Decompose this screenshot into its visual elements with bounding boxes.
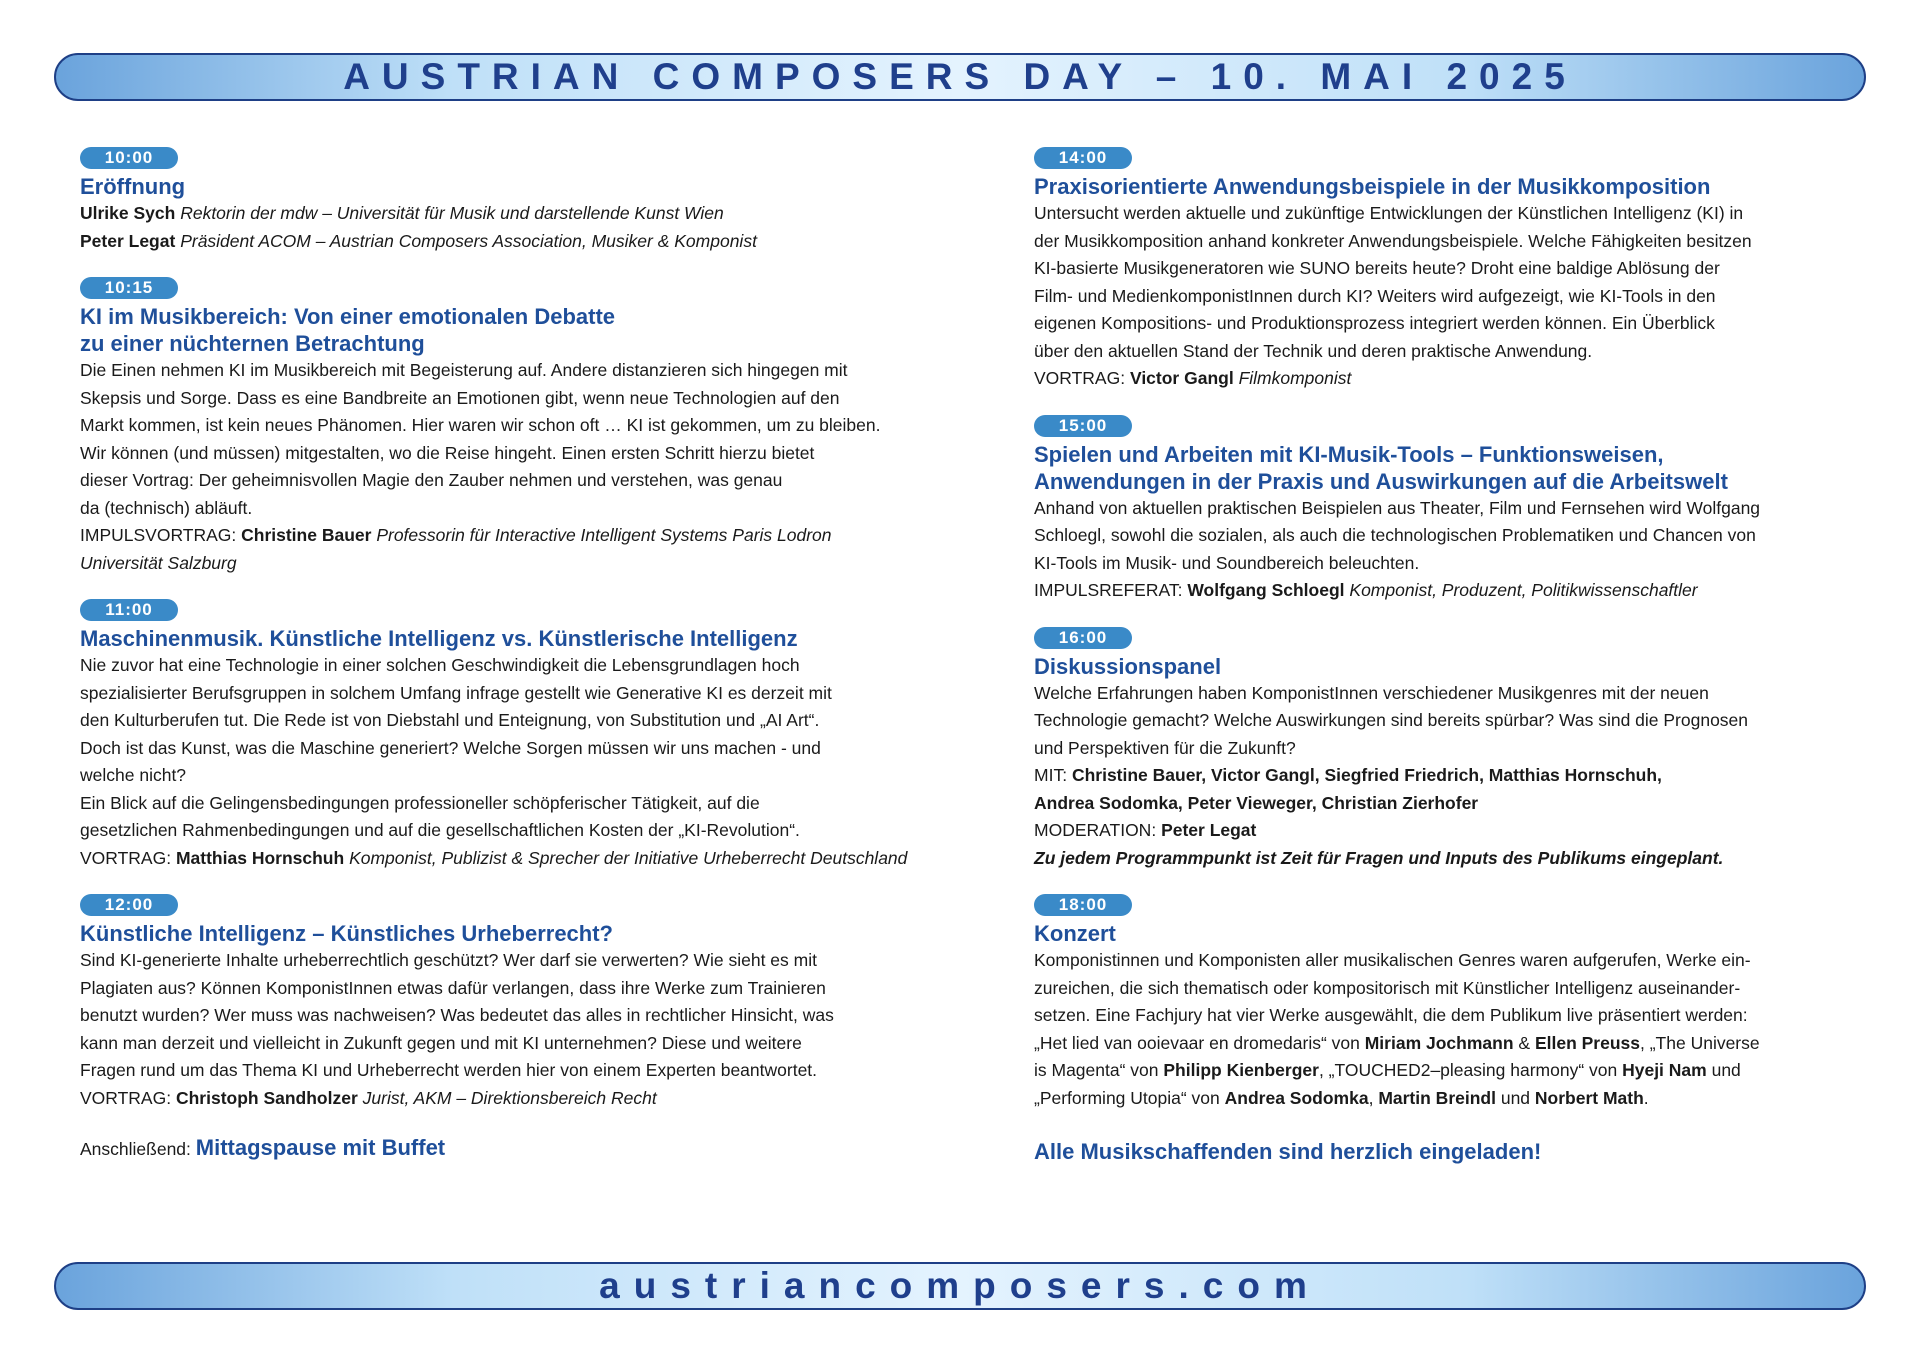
session-title-line: Künstliche Intelligenz – Künstliches Urheberrecht?: [80, 921, 613, 946]
panel-names: Andrea Sodomka, Peter Vieweger, Christian Zierhofer: [1034, 792, 1479, 813]
speaker-role: Jurist, AKM – Direktionsbereich Recht: [362, 1087, 657, 1108]
speaker-role: Komponist, Publizist & Sprecher der Initiative Urheberrecht Deutschland: [349, 847, 908, 868]
composer-name: Hyeji Nam: [1622, 1060, 1707, 1080]
description-line: Plagiaten aus? Können KomponistInnen etwas dafür verlangen, dass ihre Werke zum Trainieren: [80, 977, 826, 998]
description-line: Die Einen nehmen KI im Musikbereich mit Begeisterung auf. Andere distanzieren sich hingegen mit: [80, 360, 848, 380]
composer-name: Ellen Preuss: [1534, 1032, 1640, 1053]
speaker-format-label: IMPULSVORTRAG:: [80, 525, 237, 545]
description-line: Untersucht werden aktuelle und zukünftige Entwicklungen der Künstlichen Intelligenz (KI) in: [1034, 203, 1744, 223]
concert-works-line: [1034, 1030, 1894, 1058]
description-line: den Kulturberufen tut. Die Rede ist von Diebstahl und Enteignung, von Substitution und „AI Art“.: [80, 710, 820, 730]
program-session: [80, 599, 940, 872]
speaker-name: Christoph Sandholzer: [175, 1087, 358, 1108]
description-line: Anhand von aktuellen praktischen Beispielen aus Theater, Film und Fernsehen wird Wolfgang: [1034, 497, 1761, 518]
speaker-role: Professorin für Interactive Intelligent Systems Paris Lodron: [376, 525, 832, 545]
panel-label: MIT:: [1034, 765, 1068, 785]
session-title: [1034, 653, 1894, 680]
description-line: kann man derzeit und vielleicht in Zukunft gegen und mit KI unternehmen? Diese und weitere: [80, 1032, 802, 1053]
work-text: .: [1643, 1087, 1649, 1108]
speaker-format-label: VORTRAG:: [80, 847, 172, 868]
footer-banner: [54, 1262, 1866, 1310]
session-title: [80, 625, 940, 652]
session-description: [1034, 495, 1894, 578]
speaker-name: Peter Legat: [80, 230, 176, 251]
work-text: und: [1706, 1060, 1741, 1080]
work-text: „Performing Utopia“ von: [1034, 1087, 1225, 1108]
program-session: [1034, 147, 1894, 393]
lunch-text: Mittagspause mit Buffet: [195, 1135, 446, 1160]
moderation-label: MODERATION:: [1034, 820, 1157, 840]
description-line: da (technisch) abläuft.: [80, 497, 253, 518]
panel-participants: [1034, 762, 1894, 790]
speaker-role-continued: [80, 550, 940, 578]
description-line: spezialisierter Berufsgruppen in solchem Umfang infrage gestellt wie Generative KI es derzeit mit: [80, 682, 832, 703]
description-line: Schloegl, sowohl die sozialen, als auch die technologischen Problematiken und Chancen von: [1034, 525, 1756, 545]
page-title: AUSTRIAN COMPOSERS DAY – 10. MAI 2025: [343, 56, 1577, 97]
time-badge: 14:00: [1034, 147, 1132, 169]
panel-moderation: [1034, 817, 1894, 845]
session-title-line: Maschinenmusik. Künstliche Intelligenz vs. Künstlerische Intelligenz: [80, 626, 798, 651]
right-column: [1034, 147, 1894, 1165]
speaker-role: Rektorin der mdw – Universität für Musik und darstellende Kunst Wien: [180, 203, 724, 223]
speaker-name: Wolfgang Schloegl: [1187, 580, 1345, 600]
work-text: , „TOUCHED2–pleasing harmony“ von: [1318, 1060, 1623, 1080]
time-badge: 16:00: [1034, 627, 1132, 649]
invitation: Alle Musikschaffenden sind herzlich eingeladen!: [1034, 1139, 1542, 1164]
session-title: [1034, 920, 1894, 947]
panel-names: Christine Bauer, Victor Gangl, Siegfried Friedrich, Matthias Hornschuh,: [1071, 765, 1662, 785]
work-text: „Het lied van ooievaar en dromedaris“ von: [1034, 1032, 1365, 1053]
description-line: und Perspektiven für die Zukunft?: [1034, 737, 1296, 758]
time-badge: 18:00: [1034, 894, 1132, 916]
composer-name: Andrea Sodomka: [1224, 1087, 1369, 1108]
composer-name: Miriam Jochmann: [1364, 1032, 1514, 1053]
description-line: der Musikkomposition anhand konkreter Anwendungsbeispiele. Welche Fähigkeiten besitzen: [1034, 230, 1752, 251]
session-title-line: Konzert: [1034, 921, 1116, 946]
time-badge: 15:00: [1034, 415, 1132, 437]
session-description: [80, 652, 940, 790]
concert-works-line: [1034, 1057, 1894, 1085]
program-session: [80, 894, 940, 1112]
program-session: [80, 277, 940, 577]
session-title-line: Eröffnung: [80, 174, 186, 199]
left-column: [80, 147, 940, 1163]
description-line: setzen. Eine Fachjury hat vier Werke ausgewählt, die dem Publikum live präsentiert werden:: [1034, 1005, 1748, 1025]
speaker-line: [1034, 365, 1894, 393]
work-text: is Magenta“ von: [1034, 1060, 1164, 1080]
description-line: Fragen rund um das Thema KI und Urheberrecht werden hier von einem Experten beantwortet.: [80, 1060, 818, 1080]
description-line: Markt kommen, ist kein neues Phänomen. Hier waren wir schon oft … KI ist gekommen, um zu bleiben.: [80, 415, 881, 435]
panel-participants-continued: [1034, 790, 1894, 818]
time-badge: 10:15: [80, 277, 178, 299]
composer-name: Philipp Kienberger: [1163, 1060, 1319, 1080]
description-line: Wir können (und müssen) mitgestalten, wo die Reise hingeht. Einen ersten Schritt hierzu bietet: [80, 442, 815, 463]
speaker-line: [80, 1085, 940, 1113]
website-link[interactable]: austriancomposers.com: [599, 1265, 1321, 1306]
description-line: welche nicht?: [80, 765, 187, 785]
composer-name: Martin Breindl: [1378, 1087, 1496, 1108]
speaker-name: Victor Gangl: [1129, 368, 1234, 388]
session-title-line: KI im Musikbereich: Von einer emotionalen Debatte: [80, 304, 616, 329]
speaker-name: Ulrike Sych: [80, 203, 176, 223]
moderator-name: Peter Legat: [1161, 820, 1257, 840]
description-line: KI-Tools im Musik- und Soundbereich beleuchten.: [1034, 552, 1420, 573]
program-session: [1034, 627, 1894, 873]
description-line: Komponistinnen und Komponisten aller musikalischen Genres waren aufgerufen, Werke ein-: [1034, 950, 1751, 970]
session-title-line: Diskussionspanel: [1034, 653, 1222, 679]
description-line: gesetzlichen Rahmenbedingungen und auf die gesellschaftlichen Kosten der „KI-Revolution“.: [80, 820, 800, 840]
speaker-name: Matthias Hornschuh: [175, 847, 345, 868]
description-line: Nie zuvor hat eine Technologie in einer solchen Geschwindigkeit die Lebensgrundlagen hoch: [80, 655, 800, 675]
speaker-line: [80, 200, 940, 228]
session-description: [1034, 680, 1894, 763]
speaker-format-label: IMPULSREFERAT:: [1034, 580, 1183, 600]
speaker-format-label: VORTRAG:: [80, 1087, 172, 1108]
time-badge: 12:00: [80, 894, 178, 916]
description-line: Welche Erfahrungen haben KomponistInnen verschiedener Musikgenres mit der neuen: [1034, 682, 1709, 703]
speaker-line: [80, 228, 940, 256]
session-description: [80, 947, 940, 1085]
composer-name: Norbert Math: [1534, 1087, 1644, 1108]
description-line: Film- und MedienkomponistInnen durch KI? Weiters wird aufgezeigt, wie KI-Tools in den: [1034, 285, 1716, 306]
header-banner: [54, 53, 1866, 101]
speaker-role: Filmkomponist: [1238, 368, 1352, 388]
work-text: &: [1513, 1032, 1535, 1053]
description-line: Ein Blick auf die Gelingensbedingungen professioneller schöpferischer Tätigkeit, auf die: [80, 792, 760, 813]
audience-note: Zu jedem Programmpunkt ist Zeit für Fragen und Inputs des Publikums eingeplant.: [1034, 847, 1724, 868]
concert-works-line: [1034, 1085, 1894, 1113]
description-line: eigenen Kompositions- und Produktionsprozess integriert werden können. Ein Überblick: [1034, 313, 1715, 333]
description-line: KI-basierte Musikgeneratoren wie SUNO bereits heute? Droht eine baldige Ablösung der: [1034, 258, 1720, 278]
session-title-line: Anwendungen in der Praxis und Auswirkungen auf die Arbeitswelt: [1034, 468, 1728, 494]
description-line: Skepsis und Sorge. Dass es eine Bandbreite an Emotionen gibt, wenn neue Technologien auf den: [80, 387, 840, 408]
speaker-name: Christine Bauer: [241, 525, 372, 545]
description-line: Technologie gemacht? Welche Auswirkungen sind bereits spürbar? Was sind die Prognosen: [1034, 710, 1749, 730]
program-session: [1034, 894, 1894, 1112]
speaker-role: Universität Salzburg: [80, 552, 237, 573]
work-text: ,: [1368, 1087, 1379, 1108]
session-title: [80, 303, 940, 357]
description-line: dieser Vortrag: Der geheimnisvollen Magie den Zauber nehmen und verstehen, was genau: [80, 470, 783, 490]
lunch-break: [80, 1134, 940, 1163]
session-title-line: Praxisorientierte Anwendungsbeispiele in der Musikkomposition: [1034, 174, 1711, 199]
work-text: , „The Universe: [1640, 1032, 1760, 1053]
time-badge: 11:00: [80, 599, 178, 621]
session-title: [1034, 441, 1894, 495]
speaker-role: Komponist, Produzent, Politikwissenschaftler: [1349, 580, 1698, 600]
speaker-format-label: VORTRAG:: [1034, 368, 1126, 388]
speaker-line: [80, 522, 940, 550]
lunch-label: Anschließend:: [80, 1139, 191, 1159]
session-title: [80, 920, 940, 947]
speaker-line: [1034, 577, 1894, 605]
session-description: [80, 357, 940, 522]
description-line: benutzt wurden? Wer muss was nachweisen? Was bedeutet das alles in rechtlicher Hinsicht, was: [80, 1005, 834, 1025]
description-line: über den aktuellen Stand der Technik und deren praktische Anwendung.: [1034, 340, 1593, 361]
description-line: zureichen, die sich thematisch oder kompositorisch mit Künstlicher Intelligenz auseinander-: [1034, 977, 1741, 998]
session-title-line: Spielen und Arbeiten mit KI-Musik-Tools – Funktionsweisen,: [1034, 441, 1664, 467]
speaker-line: [80, 845, 940, 873]
work-text: und: [1495, 1087, 1535, 1108]
session-description: [80, 790, 940, 845]
session-title-line: zu einer nüchternen Betrachtung: [80, 331, 425, 356]
program-session: [1034, 415, 1894, 605]
speaker-role: Präsident ACOM – Austrian Composers Association, Musiker & Komponist: [180, 230, 757, 251]
concert-description: [1034, 947, 1894, 1112]
session-title: [1034, 173, 1894, 200]
time-badge: 10:00: [80, 147, 178, 169]
program-session: [80, 147, 940, 255]
session-description: [1034, 200, 1894, 365]
description-line: Sind KI-generierte Inhalte urheberrechtlich geschützt? Wer darf sie verwerten? Wie sieht es mit: [80, 950, 817, 970]
description-line: Doch ist das Kunst, was die Maschine generiert? Welche Sorgen müssen wir uns machen - und: [80, 737, 821, 758]
session-title: [80, 173, 940, 200]
